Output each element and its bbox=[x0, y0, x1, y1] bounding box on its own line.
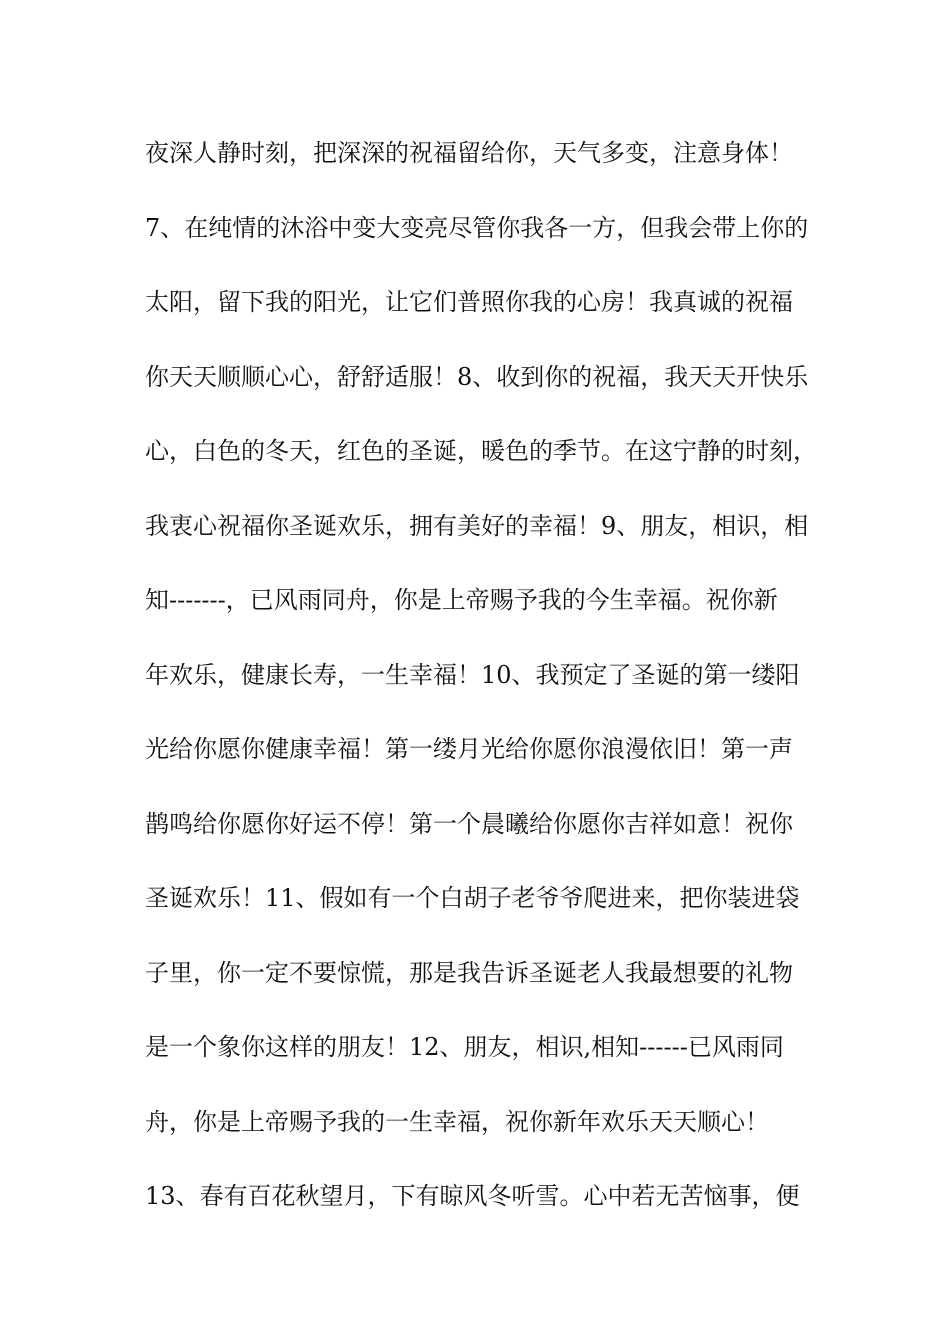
body-text bbox=[145, 133, 835, 1251]
text-line-4: 你天天顺顺心心，舒舒适服！8、收到你的祝福，我天天开快乐 bbox=[145, 362, 809, 391]
text-line-12: 子里，你一定不要惊慌，那是我告诉圣诞老人我最想要的礼物 bbox=[145, 958, 793, 987]
text-line-14: 舟，你是上帝赐予我的一生幸福，祝你新年欢乐天天顺心！ bbox=[145, 1107, 769, 1136]
text-line-3: 太阳，留下我的阳光，让它们普照你我的心房！我真诚的祝福 bbox=[145, 288, 793, 316]
text-line-5: 心，白色的冬天，红色的圣诞，暖色的季节。在这宁静的时刻， bbox=[145, 437, 817, 465]
text-line-1: 夜深人静时刻，把深深的祝福留给你，天气多变，注意身体！ bbox=[145, 139, 793, 167]
text-line-10: 鹊鸣给你愿你好运不停！第一个晨曦给你愿你吉祥如意！祝你 bbox=[145, 809, 793, 838]
text-line-2: 7、在纯情的沐浴中变大变亮尽管你我各一方，但我会带上你的 bbox=[145, 213, 809, 242]
text-line-15: 13、春有百花秋望月，下有晾风冬听雪。心中若无苦恼事，便 bbox=[145, 1182, 800, 1210]
text-line-11: 圣诞欢乐！11、假如有一个白胡子老爷爷爬进来，把你装进袋 bbox=[145, 884, 800, 912]
text-line-8: 年欢乐，健康长寿，一生幸福！10、我预定了圣诞的第一缕阳 bbox=[145, 660, 800, 689]
text-line-13: 是一个象你这样的朋友！12、朋友，相识,相知------已风雨同 bbox=[145, 1033, 784, 1061]
text-line-6: 我衷心祝福你圣诞欢乐，拥有美好的幸福！9、朋友，相识，相 bbox=[145, 511, 809, 540]
text-line-7: 知-------，已风雨同舟，你是上帝赐予我的今生幸福。祝你新 bbox=[145, 586, 778, 614]
text-line-9: 光给你愿你健康幸福！第一缕月光给你愿你浪漫依旧！第一声 bbox=[145, 735, 793, 763]
